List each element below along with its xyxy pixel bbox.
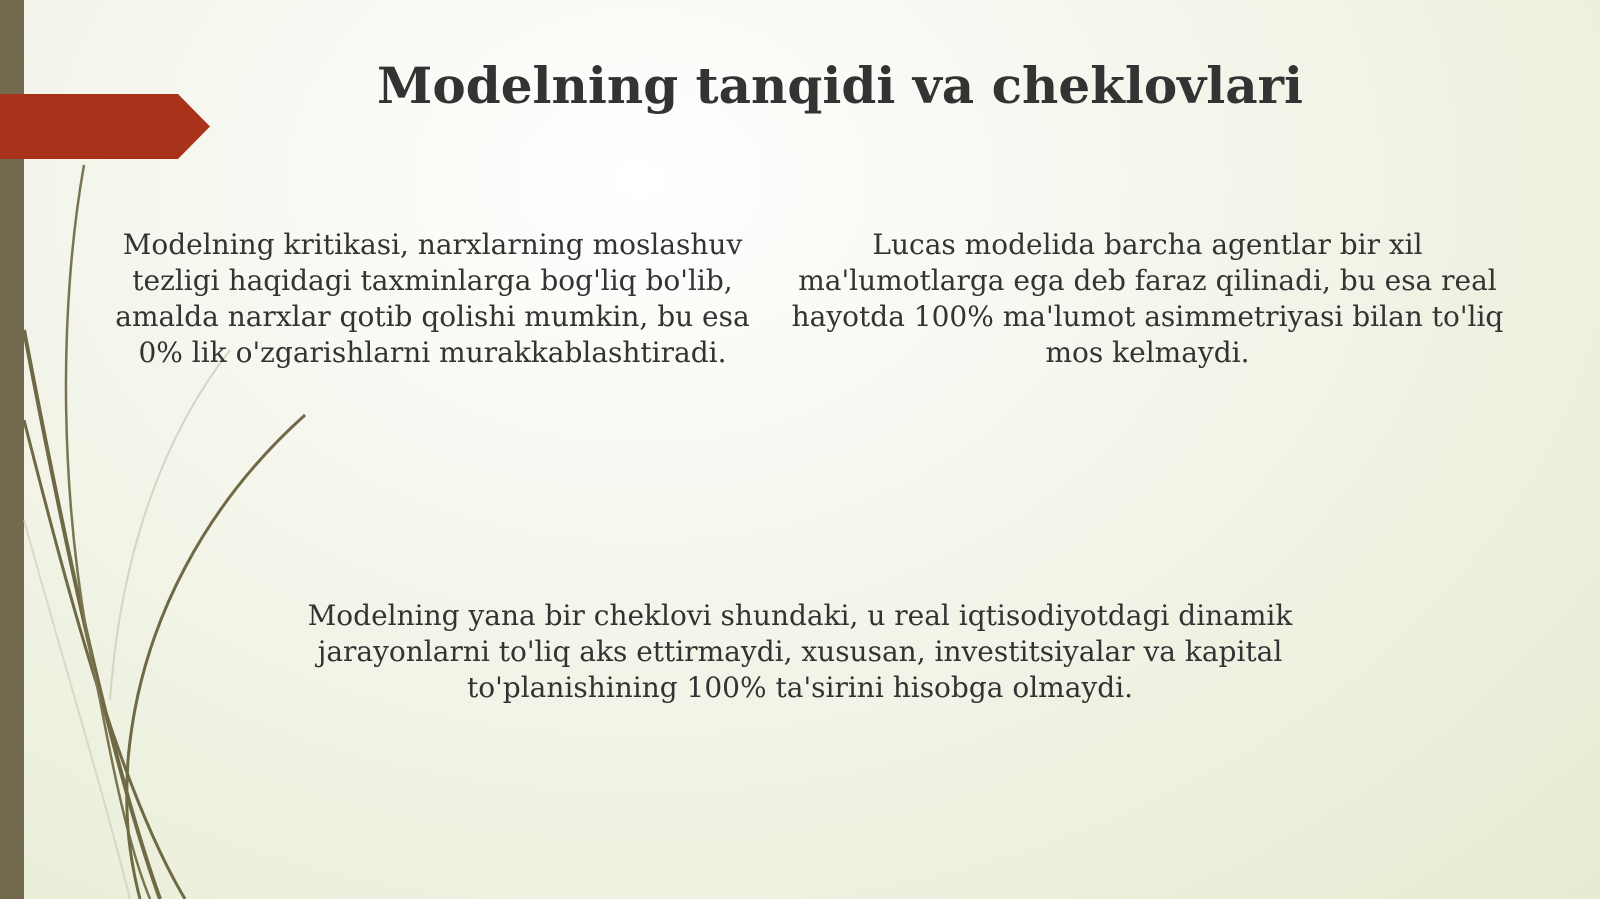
paragraph-left: Modelning kritikasi, narxlarning moslashuv tezligi haqidagi taxminlarga bog'liq bo'lib, amalda narxlar qotib qolishi mumkin, bu esa 0% lik o'zgarishlarni murakkablashtiradi. [115,228,750,369]
paragraph-bottom: Modelning yana bir cheklovi shundaki, u real iqtisodiyotdagi dinamik jarayonlarni to'liq aks ettirmaydi, xususan, investitsiyalar va kapital to'planishining 100% ta'sirini hisobga olmaydi. [307,599,1293,704]
grass-blade-1 [24,330,160,899]
slide-title: Modelning tanqidi va cheklovlari [377,56,1303,115]
grass-blade-2 [24,420,185,899]
paragraph-right: Lucas modelida barcha agentlar bir xil ma'lumotlarga ega deb faraz qilinadi, bu esa real hayotda 100% ma'lumot asimmetriyasi bilan to'liq mos kelmaydi. [791,228,1504,369]
grass-blade-5 [110,350,230,700]
arrow-tab-decoration [0,94,210,159]
